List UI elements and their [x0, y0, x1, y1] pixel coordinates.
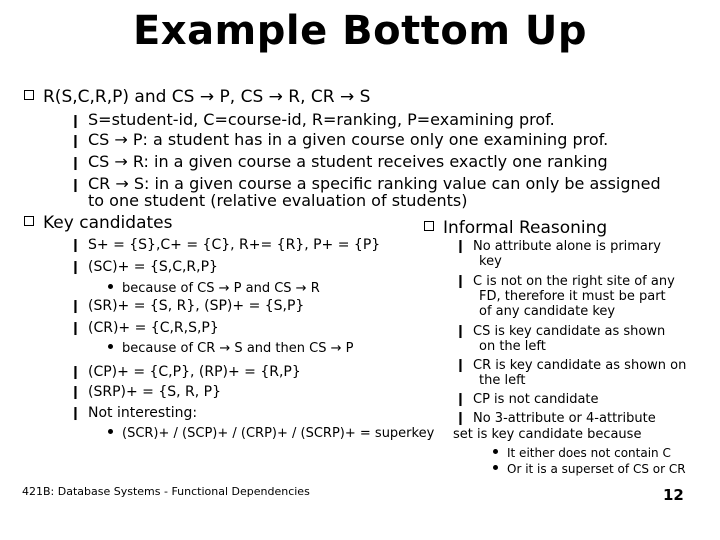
reasoning-subitem: Or it is a superset of CS or CR	[493, 462, 686, 476]
reasoning-item: ❙ CR is key candidate as shown on	[455, 358, 687, 373]
reasoning-item-continued: set is key candidate because	[453, 427, 642, 442]
page-number: 12	[663, 486, 684, 504]
bullet-informal-reasoning: Informal Reasoning	[424, 218, 607, 238]
key-item: ❙ (CR)+ = {C,R,S,P}	[70, 320, 219, 336]
z-bullet-icon: ❙	[70, 406, 81, 421]
z-bullet-icon: ❙	[70, 156, 81, 171]
sub-item-continued: to one student (relative evaluation of students)	[88, 191, 468, 210]
z-bullet-icon: ❙	[70, 365, 81, 380]
key-item: ❙ (SC)+ = {S,C,R,P}	[70, 259, 218, 275]
z-bullet-icon: ❙	[455, 358, 466, 373]
slide-title: Example Bottom Up	[132, 8, 588, 54]
z-bullet-icon: ❙	[70, 299, 81, 314]
bullet-relation: R(S,C,R,P) and CS → P, CS → R, CR → S	[24, 87, 370, 107]
reasoning-item-continued: of any candidate key	[479, 304, 616, 319]
z-bullet-icon: ❙	[455, 324, 466, 339]
z-bullet-icon: ❙	[70, 134, 81, 149]
reason-item: because of CR → S and then CS → P	[108, 341, 353, 356]
reasoning-item: ❙ CS is key candidate as shown	[455, 324, 666, 339]
slide-footer: 421B: Database Systems - Functional Dependencies	[22, 485, 310, 498]
key-item: ❙ Not interesting:	[70, 405, 198, 421]
z-bullet-icon: ❙	[455, 392, 466, 407]
sub-item: ❙ CR → S: in a given course a specific ranking value can only be assigned	[70, 174, 661, 193]
dot-bullet-icon	[493, 465, 498, 470]
square-bullet-icon	[424, 221, 434, 231]
sub-item: ❙ S=student-id, C=course-id, R=ranking, P=examining prof.	[70, 110, 555, 129]
square-bullet-icon	[24, 216, 34, 226]
reasoning-item: ❙ No attribute alone is primary	[455, 239, 661, 254]
reason-item: because of CS → P and CS → R	[108, 281, 320, 296]
reasoning-item-continued: the left	[479, 373, 526, 388]
reasoning-item-continued: FD, therefore it must be part	[479, 289, 666, 304]
sub-item: ❙ CS → R: in a given course a student receives exactly one ranking	[70, 152, 608, 171]
reasoning-item-continued: on the left	[479, 339, 546, 354]
dot-bullet-icon	[108, 284, 113, 289]
key-item: ❙ S+ = {S},C+ = {C}, R+= {R}, P+ = {P}	[70, 237, 381, 253]
z-bullet-icon: ❙	[70, 260, 81, 275]
z-bullet-icon: ❙	[455, 274, 466, 289]
reasoning-item-continued: key	[479, 254, 502, 269]
sub-item: ❙ CS → P: a student has in a given course only one examining prof.	[70, 130, 609, 149]
key-item: ❙ (CP)+ = {C,P}, (RP)+ = {R,P}	[70, 364, 301, 380]
dot-bullet-icon	[493, 449, 498, 454]
z-bullet-icon: ❙	[455, 411, 466, 426]
key-item: ❙ (SR)+ = {S, R}, (SP)+ = {S,P}	[70, 298, 305, 314]
z-bullet-icon: ❙	[455, 239, 466, 254]
reasoning-item: ❙ C is not on the right site of any	[455, 274, 675, 289]
z-bullet-icon: ❙	[70, 114, 81, 129]
z-bullet-icon: ❙	[70, 238, 81, 253]
z-bullet-icon: ❙	[70, 385, 81, 400]
bullet-key-candidates: Key candidates	[24, 213, 172, 233]
square-bullet-icon	[24, 90, 34, 100]
z-bullet-icon: ❙	[70, 178, 81, 193]
dot-bullet-icon	[108, 344, 113, 349]
reasoning-item: ❙ No 3-attribute or 4-attribute	[455, 411, 656, 426]
reasoning-subitem: It either does not contain C	[493, 446, 671, 460]
key-item: ❙ (SRP)+ = {S, R, P}	[70, 384, 222, 400]
dot-bullet-icon	[108, 429, 113, 434]
z-bullet-icon: ❙	[70, 321, 81, 336]
reason-item: (SCR)+ / (SCP)+ / (CRP)+ / (SCRP)+ = superkey	[108, 426, 434, 441]
reasoning-item: ❙ CP is not candidate	[455, 392, 599, 407]
